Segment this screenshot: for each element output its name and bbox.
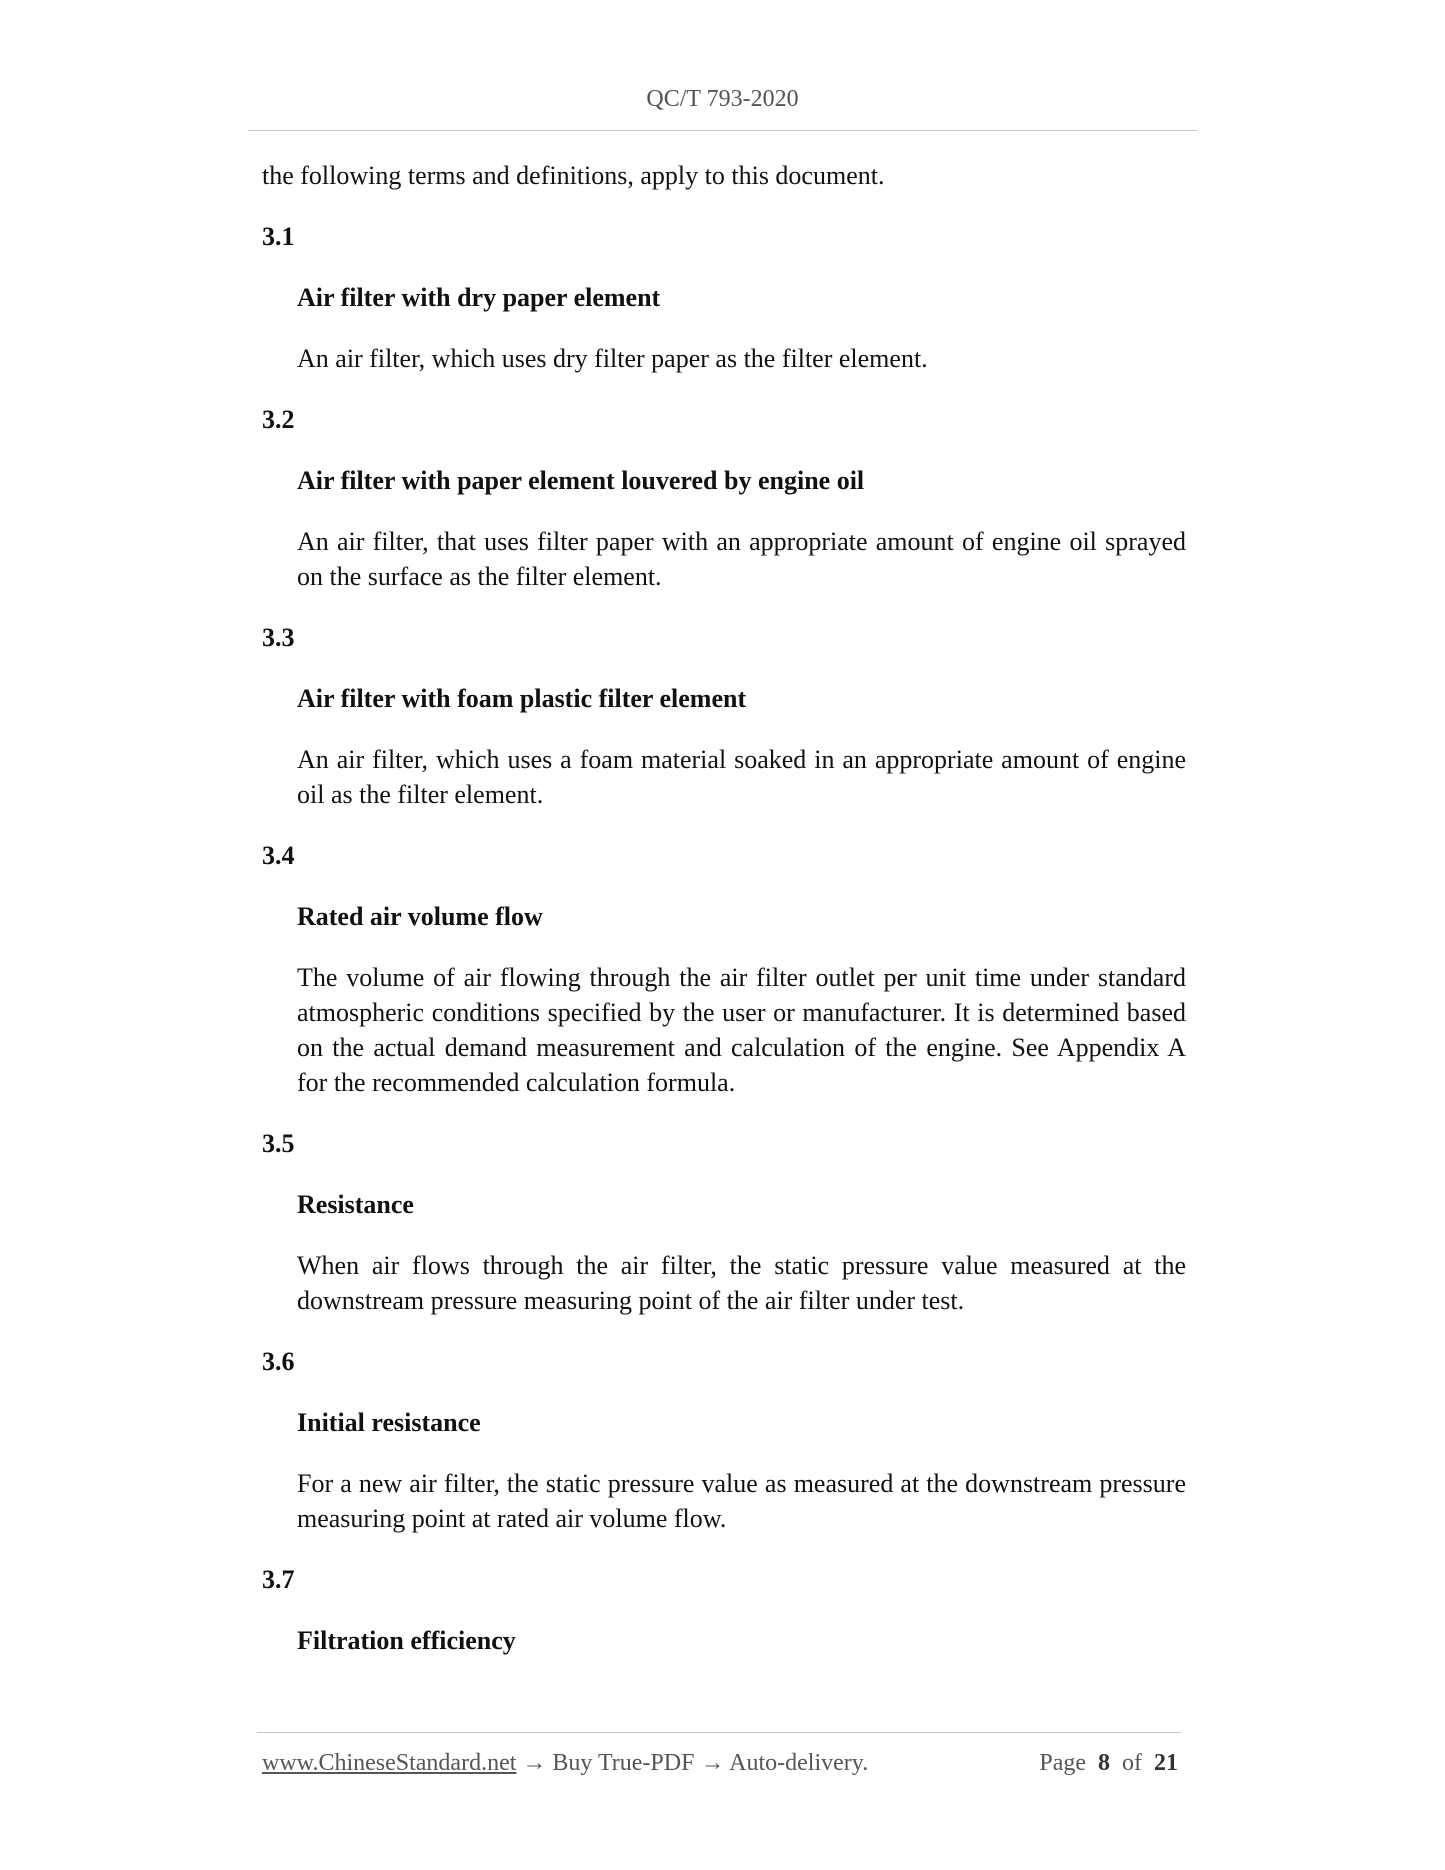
term-heading: Air filter with dry paper element [297,283,661,312]
section-number: 3.5 [262,1129,295,1158]
section-number: 3.2 [262,405,295,434]
of-label: of [1122,1750,1142,1776]
document-body [262,158,1186,1658]
document-code-header: QC/T 793-2020 [646,86,799,112]
term-heading: Air filter with paper element louvered by engine oil [297,466,865,495]
term-definition: The volume of air flowing through the air filter outlet per unit time under standard atmospheric conditions specified by the user or manufacturer. It is determined based on the actual demand measurement and calculation of the engine. See Appendix A for the recommended calculation formula. [297,963,1186,1097]
section-number: 3.4 [262,841,295,870]
term-heading: Rated air volume flow [297,902,543,931]
term-definition: An air filter, which uses a foam material soaked in an appropriate amount of engine oil as the filter element. [297,745,1186,809]
term-heading: Filtration efficiency [297,1626,516,1655]
term-definition: For a new air filter, the static pressure value as measured at the downstream pressure measuring point at rated air volume flow. [297,1469,1186,1533]
term-heading: Air filter with foam plastic filter element [297,684,747,713]
intro-paragraph: the following terms and definitions, apply to this document. [262,161,885,190]
buy-pdf-text: Buy True-PDF [552,1750,695,1776]
term-heading: Initial resistance [297,1408,481,1437]
section-number: 3.7 [262,1565,295,1594]
arrow-right-icon: → [700,1750,725,1776]
total-pages-number: 21 [1154,1750,1178,1776]
current-page-number: 8 [1098,1750,1110,1776]
footer-divider [257,1732,1181,1733]
header-divider [248,130,1197,131]
page-label: Page [1039,1750,1086,1776]
page-footer [262,1750,1178,1777]
term-definition: When air flows through the air filter, the static pressure value measured at the downstream pressure measuring point of the air filter under test. [297,1251,1186,1315]
section-number: 3.1 [262,222,295,251]
site-link[interactable]: www.ChineseStandard.net [262,1750,517,1776]
term-heading: Resistance [297,1190,414,1219]
section-number: 3.3 [262,623,295,652]
arrow-right-icon: → [522,1750,547,1776]
term-definition: An air filter, which uses dry filter paper as the filter element. [297,344,928,373]
term-definition: An air filter, that uses filter paper with an appropriate amount of engine oil sprayed on the surface as the filter element. [297,527,1186,591]
section-number: 3.6 [262,1347,295,1376]
page-indicator [1039,1750,1178,1777]
auto-delivery-text: Auto-delivery. [729,1750,869,1776]
